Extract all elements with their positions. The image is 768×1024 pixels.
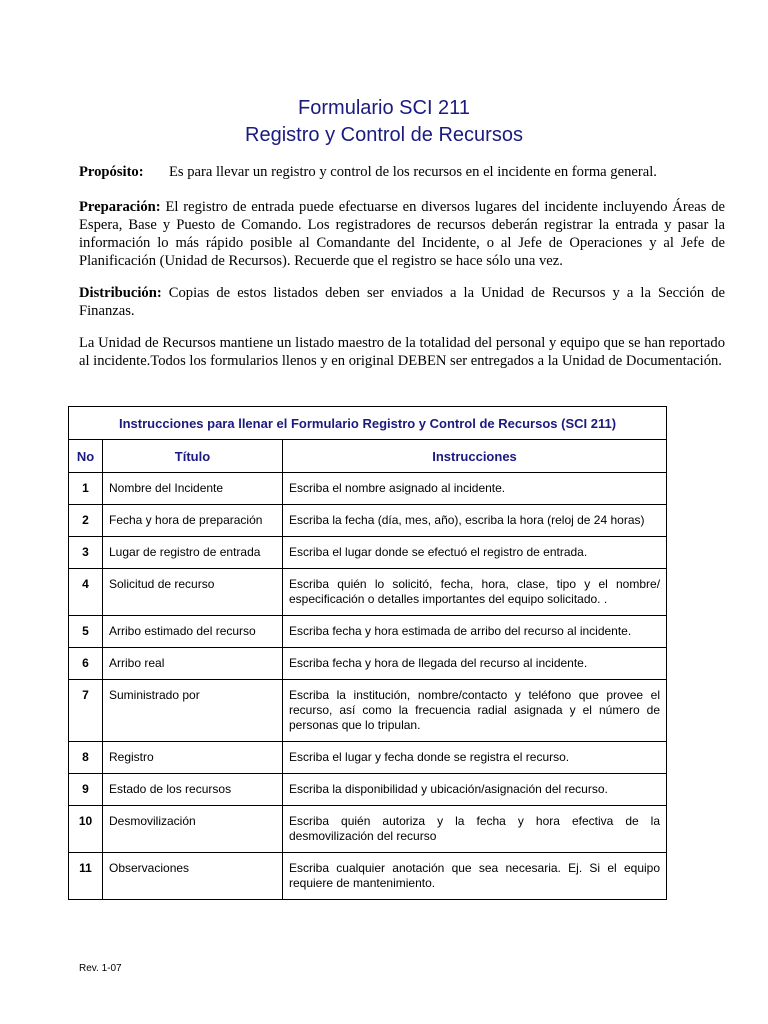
row-instructions: Escriba quién lo solicitó, fecha, hora, clase, tipo y el nombre/ especificación o detalles importantes del equipo solicitado. . [283, 569, 667, 616]
instructions-table [68, 406, 667, 900]
table-row [69, 774, 667, 806]
distribucion-text: Copias de estos listados deben ser enviados a la Unidad de Recursos y a la Sección de Finanzas. [79, 285, 725, 319]
table-row [69, 648, 667, 680]
row-number: 11 [69, 853, 103, 900]
row-number: 1 [69, 473, 103, 505]
row-title: Estado de los recursos [103, 774, 283, 806]
row-title: Arribo real [103, 648, 283, 680]
row-title: Fecha y hora de preparación [103, 505, 283, 537]
row-instructions: Escriba la fecha (día, mes, año), escriba la hora (reloj de 24 horas) [283, 505, 667, 537]
row-instructions: Escriba la institución, nombre/contacto y teléfono que provee el recurso, así como la frecuencia radial asignada y el número de personas que lo tripulan. [283, 680, 667, 742]
header-no: No [69, 440, 103, 473]
row-title: Desmovilización [103, 806, 283, 853]
table-row [69, 853, 667, 900]
table-row [69, 569, 667, 616]
row-number: 7 [69, 680, 103, 742]
revision-label: Rev. 1-07 [79, 963, 122, 974]
row-number: 10 [69, 806, 103, 853]
row-number: 2 [69, 505, 103, 537]
table-row [69, 806, 667, 853]
distribucion-paragraph [79, 284, 725, 320]
row-number: 6 [69, 648, 103, 680]
row-instructions: Escriba el nombre asignado al incidente. [283, 473, 667, 505]
unidad-paragraph: La Unidad de Recursos mantiene un listado maestro de la totalidad del personal y equipo que se han reportado al incidente.Todos los formularios llenos y en original DEBEN ser entregados a la Unidad de Documentación. [79, 335, 725, 369]
proposito-label: Propósito: [79, 164, 144, 180]
proposito-text: Es para llevar un registro y control de los recursos en el incidente en forma general. [169, 164, 657, 180]
table-body [69, 473, 667, 900]
form-title: Formulario SCI 211 [298, 97, 470, 119]
header-instrucciones: Instrucciones [283, 440, 667, 473]
header-titulo: Título [103, 440, 283, 473]
row-number: 5 [69, 616, 103, 648]
row-title: Arribo estimado del recurso [103, 616, 283, 648]
distribucion-label: Distribución: [79, 285, 162, 301]
table-row [69, 505, 667, 537]
row-instructions: Escriba fecha y hora de llegada del recurso al incidente. [283, 648, 667, 680]
proposito-paragraph [79, 163, 725, 181]
row-instructions: Escriba el lugar donde se efectuó el registro de entrada. [283, 537, 667, 569]
table-row [69, 473, 667, 505]
table-row [69, 680, 667, 742]
row-title: Nombre del Incidente [103, 473, 283, 505]
row-instructions: Escriba el lugar y fecha donde se registra el recurso. [283, 742, 667, 774]
table-row [69, 537, 667, 569]
preparacion-text: El registro de entrada puede efectuarse en diversos lugares del incidente incluyendo Áreas de Espera, Base y Puesto de Comando. Los registradores de recursos deberán registrar la entrada y pasar la información lo más rápido posible al Comandante del Incidente, o al Jefe de Operaciones y al Jefe de Planificación (Unidad de Recursos). Recuerde que el registro se hace sólo una vez. [79, 199, 726, 269]
row-title: Observaciones [103, 853, 283, 900]
form-subtitle: Registro y Control de Recursos [245, 124, 523, 146]
preparacion-label: Preparación: [79, 199, 161, 215]
row-title: Lugar de registro de entrada [103, 537, 283, 569]
table-row [69, 616, 667, 648]
table-caption: Instrucciones para llenar el Formulario Registro y Control de Recursos (SCI 211) [69, 407, 667, 440]
row-instructions: Escriba fecha y hora estimada de arribo del recurso al incidente. [283, 616, 667, 648]
row-title: Solicitud de recurso [103, 569, 283, 616]
row-title: Suministrado por [103, 680, 283, 742]
preparacion-paragraph [79, 198, 725, 270]
row-number: 4 [69, 569, 103, 616]
row-instructions: Escriba quién autoriza y la fecha y hora efectiva de la desmovilización del recurso [283, 806, 667, 853]
table-row [69, 742, 667, 774]
row-number: 3 [69, 537, 103, 569]
row-instructions: Escriba la disponibilidad y ubicación/asignación del recurso. [283, 774, 667, 806]
row-number: 9 [69, 774, 103, 806]
row-title: Registro [103, 742, 283, 774]
row-number: 8 [69, 742, 103, 774]
row-instructions: Escriba cualquier anotación que sea necesaria. Ej. Si el equipo requiere de mantenimiento. [283, 853, 667, 900]
